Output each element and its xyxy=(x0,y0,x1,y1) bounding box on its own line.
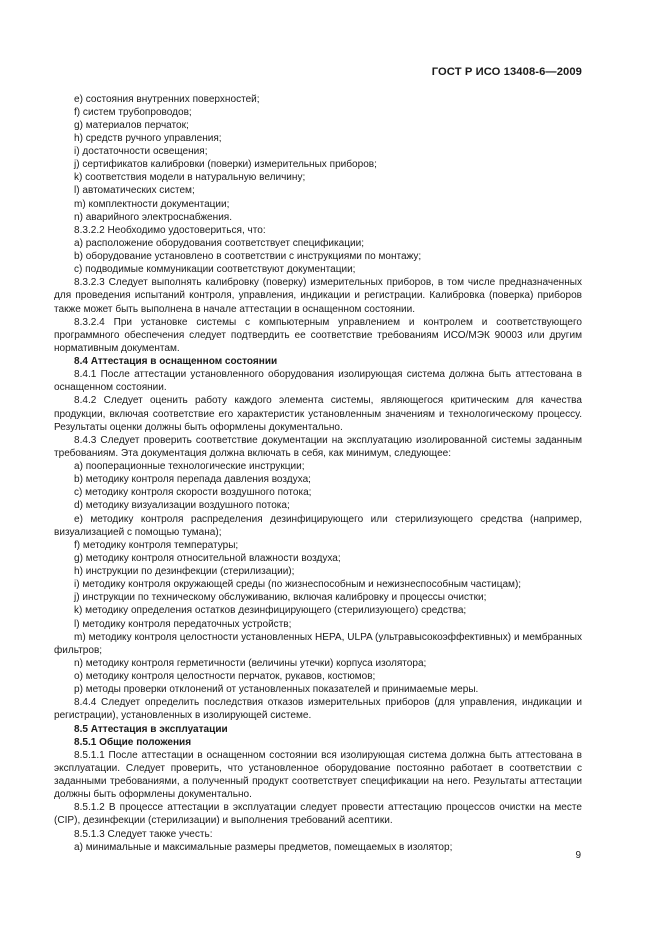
list-item: a) расположение оборудования соответствует спецификации; xyxy=(74,237,365,249)
list-item: g) материалов перчаток; xyxy=(74,119,189,131)
list-item: b) оборудование установлено в соответствии с инструкциями по монтажу; xyxy=(74,251,422,262)
paragraph: 8.3.2.3 Следует выполнять калибровку (поверку) измерительных приборов, в том числе предназначенных для проведения испытаний контроля, управления, индикации и регистрации. Калибровка (поверка) приборов также может быть выполнена в начале аттестации в оснащенном состоянии. xyxy=(54,277,582,315)
list-item: n) аварийного электроснабжения. xyxy=(74,211,233,223)
list-item: j) инструкции по техническому обслуживанию, включая калибровку и процессы очистки; xyxy=(74,592,487,604)
list-item: h) инструкции по дезинфекции (стерилизации); xyxy=(74,566,295,577)
list-item: f) систем трубопроводов; xyxy=(74,106,192,118)
paragraph: 8.5.1.2 В процессе аттестации в эксплуатации следует провести аттестацию процессов очистки на месте (CIP), дезинфекции (стерилизации) и выполнения требований асептики. xyxy=(54,802,582,827)
paragraph: m) методику контроля целостности установленных HEPA, ULPA (ультравысокоэффективных) и мембранных фильтров; xyxy=(54,631,582,656)
list-item: k) методику определения остатков дезинфицирующего (стерилизующего) средства; xyxy=(74,605,467,617)
list-item: d) методику визуализации воздушного потока; xyxy=(74,500,290,512)
list-item: i) методику контроля окружающей среды (по жизнеспособным и нежизнеспособным частицам); xyxy=(74,579,522,591)
list-item: o) методику контроля целостности перчаток, рукавов, костюмов; xyxy=(74,671,376,682)
list-item: m) комплектности документации; xyxy=(74,198,230,210)
paragraph: 8.4.2 Следует оценить работу каждого элемента системы, являющегося критическим для качества продукции, включая соответствие его характеристик установленным значениям и технологическому процессу. Результаты оценки должны быть оформлены документально. xyxy=(54,395,582,433)
list-item: p) методы проверки отклонений от установленных показателей и принимаемые меры. xyxy=(74,684,479,696)
list-item: 8.3.2.2 Необходимо удостовериться, что: xyxy=(74,224,266,236)
list-item: g) методику контроля относительной влажности воздуха; xyxy=(74,552,341,564)
list-item: l) методику контроля передаточных устройств; xyxy=(74,618,292,630)
list-item: h) средств ручного управления; xyxy=(74,132,222,144)
list-item: n) методику контроля герметичности (величины утечки) корпуса изолятора; xyxy=(74,657,427,669)
page-number: 9 xyxy=(575,850,581,861)
list-item: f) методику контроля температуры; xyxy=(74,539,239,551)
list-item: a) минимальные и максимальные размеры предметов, помещаемых в изолятор; xyxy=(74,841,453,853)
section-heading: 8.4 Аттестация в оснащенном состоянии xyxy=(74,356,278,367)
paragraph: 8.5.1.1 После аттестации в оснащенном состоянии вся изолирующая система должна быть аттестована в эксплуатации. Следует проверить, что установленное оборудование постоянно работает в соответствии с заданными требованиями, а полученный продукт соответствует спецификации на него. Результаты аттестации должны быть оформлены документально. xyxy=(54,749,582,801)
section-heading: 8.5 Аттестация в эксплуатации xyxy=(74,723,228,735)
list-item: 8.5.1.3 Следует также учесть: xyxy=(74,828,213,840)
list-item: k) соответствия модели в натуральную величину; xyxy=(74,172,306,184)
list-item: e) состояния внутренних поверхностей; xyxy=(74,93,260,105)
list-item: j) сертификатов калибровки (поверки) измерительных приборов; xyxy=(74,159,377,171)
section-heading: 8.5.1 Общие положения xyxy=(74,736,192,748)
paragraph: e) методику контроля распределения дезинфицирующего или стерилизующего средства (например, визуализацией с помощью тумана); xyxy=(54,513,582,538)
list-item: l) автоматических систем; xyxy=(74,185,195,197)
document-header: ГОСТ Р ИСО 13408-6—2009 xyxy=(431,66,582,78)
document-body xyxy=(54,93,582,854)
paragraph: 8.3.2.4 При установке системы с компьютерным управлением и контролем и соответствующего программного обеспечения следует подтвердить ее соответствие требованиям ИСО/МЭК 90003 или другим нормативным документам. xyxy=(54,316,582,354)
paragraph: 8.4.1 После аттестации установленного оборудования изолирующая система должна быть аттестована в оснащенном состоянии. xyxy=(54,369,582,394)
list-item: c) методику контроля скорости воздушного потока; xyxy=(74,487,312,499)
paragraph: 8.4.3 Следует проверить соответствие документации на эксплуатацию изолированной системы заданным требованиям. Эта документация должна включать в себя, как минимум, следующее: xyxy=(54,434,582,459)
list-item: i) достаточности освещения; xyxy=(74,146,208,157)
paragraph: 8.4.4 Следует определить последствия отказов измерительных приборов (для управления, индикации и регистрации), установленных в изолирующей системе. xyxy=(54,697,582,722)
list-item: c) подводимые коммуникации соответствуют документации; xyxy=(74,264,356,276)
list-item: a) пооперационные технологические инструкции; xyxy=(74,461,305,472)
list-item: b) методику контроля перепада давления воздуха; xyxy=(74,474,311,486)
